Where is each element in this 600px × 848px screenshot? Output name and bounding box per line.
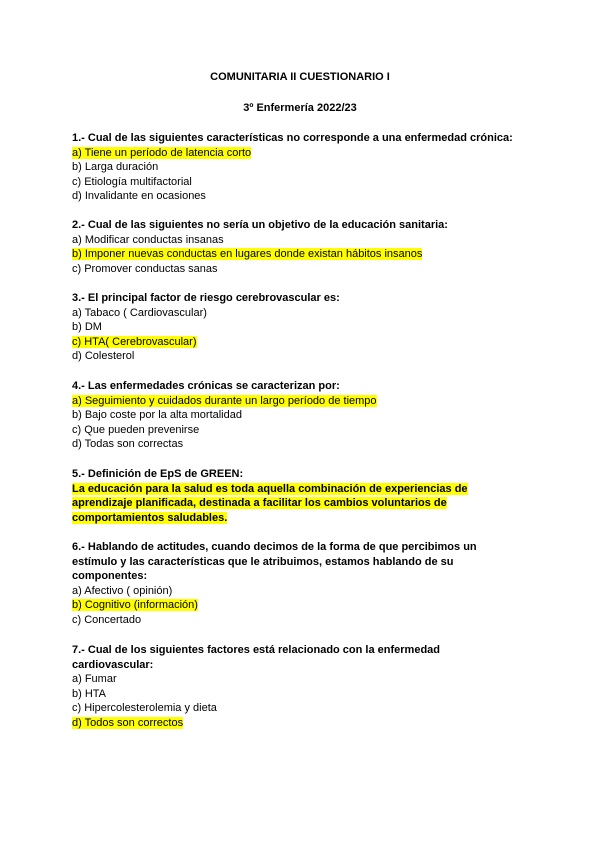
question-text-line-2: estímulo y las características que le atribuimos, estamos hablando de su	[72, 555, 454, 568]
option-d: d) Todas son correctas	[72, 438, 184, 451]
question-text: 3.- El principal factor de riesgo cerebrovascular es:	[72, 292, 340, 304]
option-d: d) Colesterol	[72, 350, 135, 363]
question-text: 2.- Cual de las siguientes no sería un objetivo de la educación sanitaria:	[72, 219, 448, 231]
option-b: b) HTA	[72, 687, 107, 700]
question-2	[72, 218, 542, 276]
option-a: a) Fumar	[72, 673, 117, 686]
option-d-correct: d) Todos son correctos	[72, 716, 184, 729]
option-a: a) Afectivo ( opinión)	[72, 584, 173, 597]
option-c: c) Hipercolesterolemia y dieta	[72, 702, 217, 715]
option-b: b) Larga duración	[72, 161, 159, 174]
document-subtitle: 3º Enfermería 2022/23	[243, 102, 357, 114]
question-6	[72, 540, 542, 628]
answer-line-3: comportamientos saludables.	[72, 511, 228, 524]
option-d: d) Invalidante en ocasiones	[72, 190, 206, 203]
option-a-correct: a) Seguimiento y cuidados durante un largo período de tiempo	[72, 394, 377, 407]
question-text: 5.- Definición de EpS de GREEN:	[72, 468, 244, 480]
option-b-correct: b) Cognitivo (información)	[72, 599, 198, 612]
answer-line-1: La educación para la salud es toda aquella combinación de experiencias de	[72, 482, 468, 495]
option-b: b) DM	[72, 321, 102, 334]
option-a: a) Tabaco ( Cardiovascular)	[72, 306, 207, 319]
answer-line-2: aprendizaje planificada, destinada a facilitar los cambios voluntarios de	[72, 497, 447, 510]
option-c: c) Etiología multifactorial	[72, 175, 192, 188]
question-4	[72, 379, 542, 452]
question-5	[72, 467, 542, 525]
question-text-line-1: 6.- Hablando de actitudes, cuando decimos de la forma de que percibimos un	[72, 541, 477, 553]
question-1	[72, 131, 542, 204]
question-text: 1.- Cual de las siguientes características no corresponde a una enfermedad crónica:	[72, 132, 513, 144]
option-a-correct: a) Tiene un período de latencia corto	[72, 146, 252, 159]
option-b-correct: b) Imponer nuevas conductas en lugares donde existan hábitos insanos	[72, 248, 423, 261]
question-text: 4.- Las enfermedades crónicas se caracterizan por:	[72, 380, 340, 392]
document-title: COMUNITARIA II CUESTIONARIO I	[210, 71, 390, 83]
option-c-correct: c) HTA( Cerebrovascular)	[72, 335, 197, 348]
option-c: c) Que pueden prevenirse	[72, 423, 200, 436]
question-3	[72, 291, 542, 364]
question-7	[72, 643, 542, 731]
option-a: a) Modificar conductas insanas	[72, 233, 224, 246]
option-c: c) Concertado	[72, 613, 142, 626]
question-text-line-1: 7.- Cual de los siguientes factores está relacionado con la enfermedad	[72, 644, 441, 656]
question-text-line-3: componentes:	[72, 570, 148, 583]
option-b: b) Bajo coste por la alta mortalidad	[72, 409, 242, 422]
question-text-line-2: cardiovascular:	[72, 658, 154, 671]
option-c: c) Promover conductas sanas	[72, 262, 218, 275]
